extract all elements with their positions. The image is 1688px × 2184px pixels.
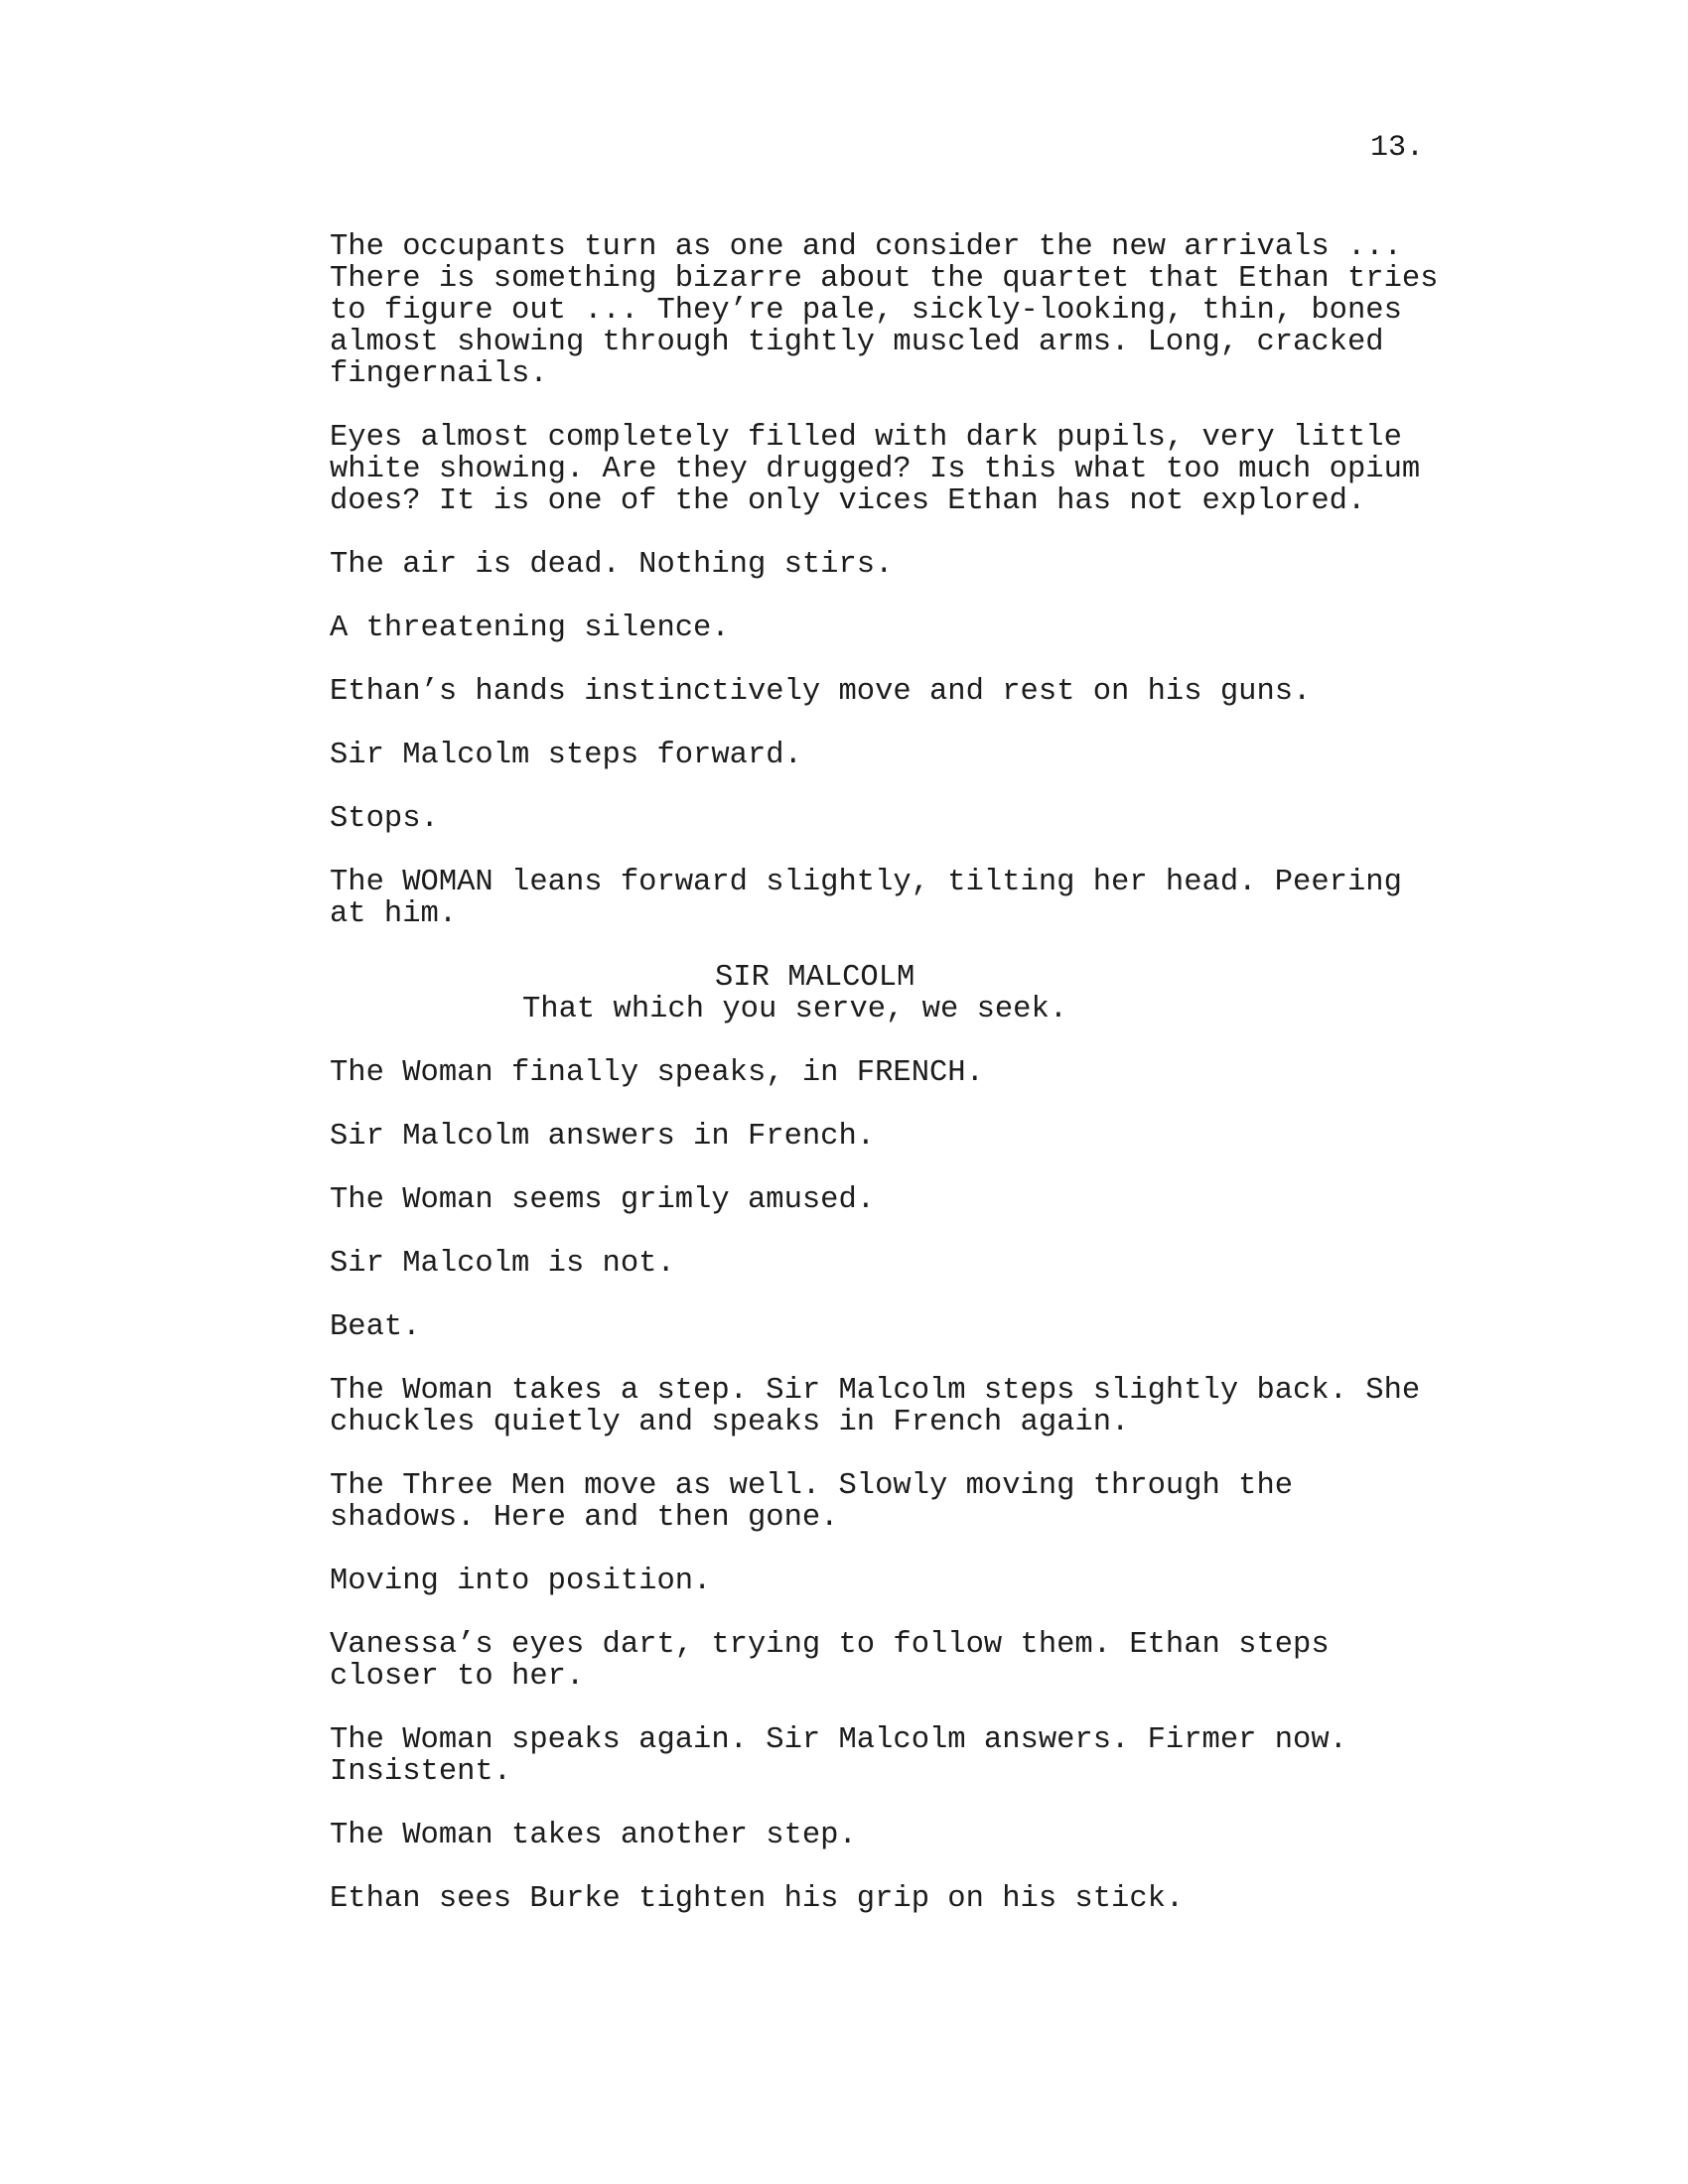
page-number: 13.: [1370, 131, 1425, 165]
action-woman-takes-step: The Woman takes a step. Sir Malcolm steps slightly back. She chuckles quietly and speaks in French again.: [330, 1374, 1421, 1439]
action-woman-another-step: The Woman takes another step.: [330, 1819, 857, 1852]
action-malcolm-answers-french: Sir Malcolm answers in French.: [330, 1120, 876, 1154]
action-occupants-turn: The occupants turn as one and consider the new arrivals ... There is something bizarre about the quartet that Ethan tries to figure out ... They’re pale, sickly-looking, thin, bones almost showing through tightly muscled arms. Long, cracked fingernails.: [330, 230, 1439, 391]
action-eyes-dark-pupils: Eyes almost completely filled with dark pupils, very little white showing. Are they drugged? Is this what too much opium does? It is one of the only vices Ethan has not explored.: [330, 421, 1421, 518]
action-malcolm-not: Sir Malcolm is not.: [330, 1247, 675, 1281]
character-cue-sir-malcolm: SIR MALCOLM: [715, 961, 915, 995]
action-stops: Stops.: [330, 802, 439, 836]
action-vanessa-eyes-dart: Vanessa’s eyes dart, trying to follow them. Ethan steps closer to her.: [330, 1628, 1330, 1694]
action-three-men-move: The Three Men move as well. Slowly moving through the shadows. Here and then gone.: [330, 1469, 1294, 1535]
action-ethan-hands: Ethan’s hands instinctively move and rest on his guns.: [330, 675, 1312, 709]
action-beat: Beat.: [330, 1310, 421, 1344]
action-woman-speaks-again: The Woman speaks again. Sir Malcolm answers. Firmer now. Insistent.: [330, 1723, 1347, 1789]
action-woman-speaks-french: The Woman finally speaks, in FRENCH.: [330, 1056, 984, 1090]
dialogue-line: That which you serve, we seek.: [522, 993, 1068, 1026]
action-air-dead: The air is dead. Nothing stirs.: [330, 548, 894, 582]
action-moving-into-position: Moving into position.: [330, 1565, 712, 1598]
action-malcolm-steps-forward: Sir Malcolm steps forward.: [330, 739, 802, 772]
action-woman-leans: The WOMAN leans forward slightly, tilting her head. Peering at him.: [330, 866, 1402, 931]
action-threatening-silence: A threatening silence.: [330, 612, 730, 645]
action-burke-grip: Ethan sees Burke tighten his grip on his stick.: [330, 1882, 1185, 1916]
action-woman-amused: The Woman seems grimly amused.: [330, 1183, 876, 1217]
